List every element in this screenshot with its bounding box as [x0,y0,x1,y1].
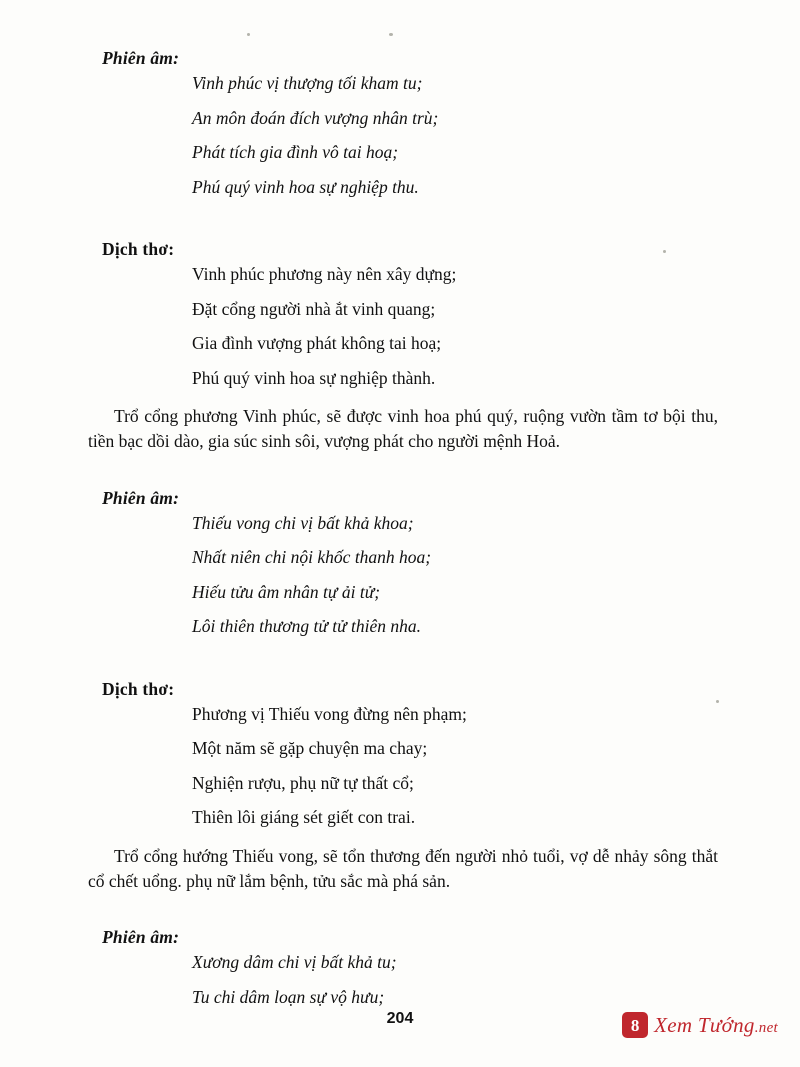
verse-block [192,703,718,828]
body-paragraph: Trổ cổng phương Vinh phúc, sẽ được vinh hoa phú quý, ruộng vườn tầm tơ bội thu, tiền bạc dồi dào, gia súc sinh sôi, vượng phát cho người mệnh Hoả. [88,406,718,451]
verse-line: Phú quý vinh hoa sự nghiệp thành. [192,367,436,388]
verse-line: Nghiện rượu, phụ nữ tự thất cổ; [192,772,414,793]
body-paragraph: Trổ cổng hướng Thiếu vong, sẽ tổn thương đến người nhỏ tuổi, vợ dễ nhảy sông thắt cổ chết uổng. phụ nữ lắm bệnh, tửu sắc mà phá sản. [88,845,718,891]
section-heading-dich-tho: Dịch thơ: [102,678,175,699]
verse-line: Lôi thiên thương tử tử thiên nha. [192,616,422,637]
watermark-text [654,1013,778,1038]
verse-line: Gia đình vượng phát không tai hoạ; [192,333,442,353]
watermark-domain: .net [754,1019,778,1036]
spacer [88,213,718,239]
verse-line: Phát tích gia đình vô tai hoạ; [192,142,399,162]
verse-line: Một năm sẽ gặp chuyện ma chay; [192,738,428,759]
verse-block [192,266,718,387]
verse-line: Vinh phúc phương này nên xây dựng; [192,264,457,284]
section-heading-phien-am: Phiên âm: [102,48,180,68]
verse-line: Nhất niên chi nội khốc thanh hoa; [192,547,432,568]
verse-block [192,954,718,1006]
verse-line: Thiếu vong chi vị bất khả khoa; [192,512,414,533]
watermark-badge: 8 [622,1012,648,1038]
spacer [88,653,718,679]
verse-block [192,512,718,637]
section-heading-dich-tho: Dịch thơ: [102,239,175,259]
verse-line: Phương vị Thiếu vong đừng nên phạm; [192,703,467,724]
page-number: 204 [386,1010,414,1027]
verse-line: Xương dâm chi vị bất khả tu; [192,952,397,973]
spacer [88,454,718,488]
verse-line: Tu chi dâm loạn sự vộ hưu; [192,986,385,1007]
page-speck [389,33,393,36]
verse-line: An môn đoán đích vượng nhân trù; [192,107,439,128]
verse-line: Hiếu tửu âm nhân tự ải tử; [192,581,381,602]
verse-block [192,75,718,196]
page-content [88,48,718,1023]
verse-line: Phú quý vinh hoa sự nghiệp thu. [192,176,419,197]
section-heading-phien-am: Phiên âm: [102,927,180,948]
verse-line: Vinh phúc vị thượng tối kham tu; [192,73,423,93]
watermark [622,1012,778,1038]
section-heading-phien-am: Phiên âm: [102,487,180,508]
spacer [88,893,718,927]
watermark-name: Xem Tướng [654,1012,755,1037]
page-speck [247,33,250,36]
verse-line: Đặt cổng người nhà ắt vinh quang; [192,298,436,319]
verse-line: Thiên lôi giáng sét giết con trai. [192,807,416,828]
